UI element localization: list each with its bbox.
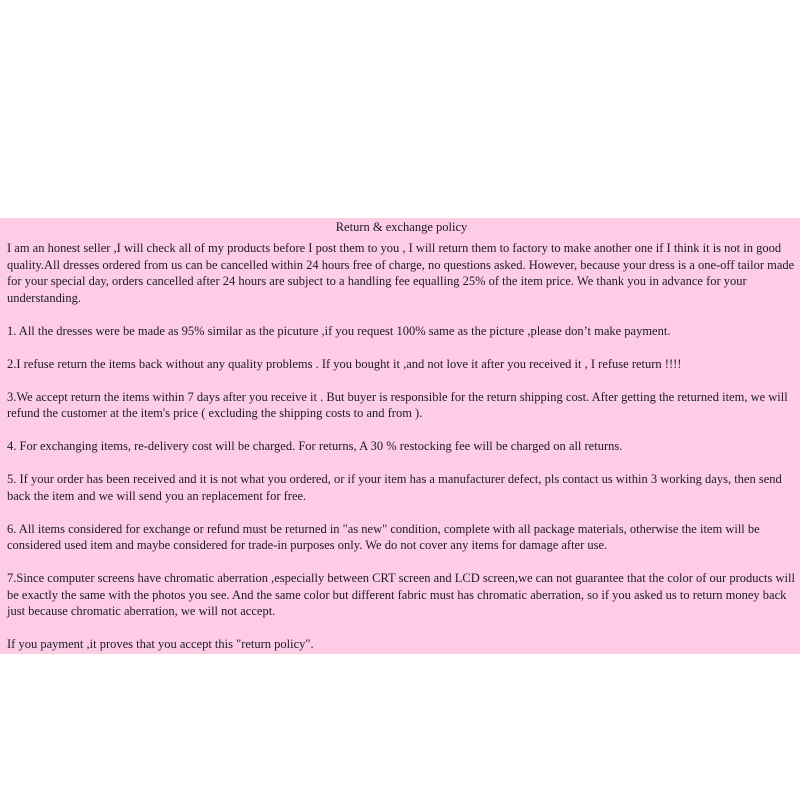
policy-title: Return & exchange policy [335,220,468,234]
return-policy-panel [0,218,800,654]
policy-item-2: 2.I refuse return the items back without any quality problems . If you bought it ,and not love it after you received it , I refuse return !!!! [7,356,682,371]
policy-item-6: 6. All items considered for exchange or refund must be returned in "as new" condition, complete with all package materials, otherwise the item will be considered used item and maybe considered for trade-in purposes only. We do not cover any items for damage after use. [7,521,760,552]
policy-item-4: 4. For exchanging items, re-delivery cost will be charged. For returns, A 30 % restocking fee will be charged on all returns. [7,439,623,453]
policy-item-1: 1. All the dresses were be made as 95% similar as the picuture ,if you request 100% same as the picture ,please don’t make payment. [7,323,671,338]
policy-item-3: 3.We accept return the items within 7 days after you receive it . But buyer is responsible for the return shipping cost. After getting the returned item, we will refund the customer at the item's price ( excluding the shipping costs to and from ). [7,389,788,420]
policy-item-7: 7.Since computer screens have chromatic aberration ,especially between CRT screen and LCD screen,we can not guarantee that the color of our products will be exactly the same with the photos you see. And the same color but different fabric must has chromatic aberration, so if you asked us to return money back just because chromatic aberration, we will not accept. [7,571,795,618]
policy-item-5: 5. If your order has been received and it is not what you ordered, or if your item has a manufacturer defect, pls contact us within 3 working days, then send back the item and we will send you an replacement for free. [7,472,782,503]
policy-closing-paragraph: If you payment ,it proves that you accept this "return policy". [7,637,314,651]
policy-intro-paragraph: I am an honest seller ,I will check all of my products before I post them to you , I will return them to factory to make another one if I think it is not in good quality.All dresses ordered from us can be cancelled within 24 hours free of charge, no questions asked. However, because your dress is a one-off tailor made for your special day, orders cancelled after 24 hours are subject to a handling fee equalling 25% of the item price. We thank you in advance for your understanding. [7,241,795,305]
